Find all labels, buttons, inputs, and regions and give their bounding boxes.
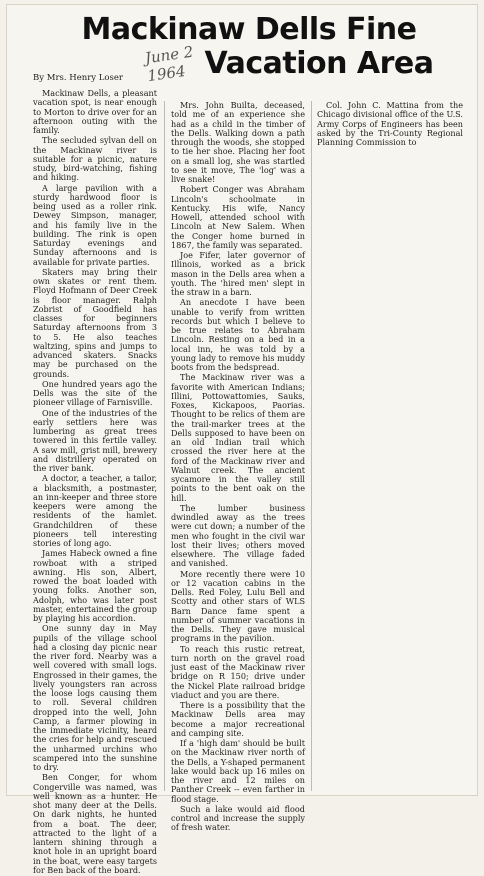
paragraph: The secluded sylvan dell on the Mackinaw river is suitable for a picnic, nature study, bird-watching, fishing and hiking. <box>33 135 157 183</box>
paragraph: Mackinaw Dells, a pleasant vacation spot, is near enough to Morton to drive over for an afternoon outing with the family. <box>33 88 157 135</box>
paragraph: There is a possibility that the Mackinaw Dells area may become a major recreational and camping site. <box>171 700 305 738</box>
paragraph: To reach this rustic retreat, turn north on the gravel road just east of the Mackinaw river bridge on R 150; drive under the Nickel Plate railroad bridge viaduct and you are there. <box>171 643 305 700</box>
paragraph: A large pavilion with a sturdy hardwood floor is being used as a roller rink. Dewey Simpson, manager, and his family live in the building. The rink is open Saturday evenings and Sunday afternoons and is available for private parties. <box>33 182 157 267</box>
paragraph: Such a lake would aid flood control and increase the supply of fresh water. <box>171 803 305 833</box>
paragraph: Joe Fifer, later governor of Illinois, worked as a brick mason in the Dells area when a youth. The 'hired men' slept in the straw in a barn. <box>171 250 305 297</box>
paragraph: Robert Conger was Abraham Lincoln's schoolmate in Kentucky. His wife, Nancy Howell, attended school with Lincoln at New Salem. When the Conger home burned in 1867, the family was separated. <box>171 184 305 250</box>
headline <box>29 13 469 81</box>
paragraph: The Mackinaw river was a favorite with American Indians; Illini, Pottowattomies, Sauks, Foxes, Kickapoos, Paorias. Thought to be relics of them are the trail-marker trees at the Dells supposed to have been on an old Indian trail which crossed the river here at the ford of the Mackinaw river and Walnut creek. The ancient sycamore in the valley still points to the bent oak on the hill. <box>171 372 305 503</box>
paragraph: More recently there were 10 or 12 vacation cabins in the Dells. Red Foley, Lulu Bell and Scotty and other stars of WLS Barn Dance fame spent a number of summer vacations in the Dells. They gave musical programs in the pavilion. <box>171 568 305 644</box>
paragraph: The lumber business dwindled away as the trees were cut down; a number of the men who fought in the civil war lost their lives; others moved elsewhere. The village faded and vanished. <box>171 502 305 569</box>
paragraph: A doctor, a teacher, a tailor, a blacksmith, a postmaster, an inn-keeper and three store keepers were among the residents of the hamlet. Grandchildren of these pioneers tell interesting stories of long ago. <box>33 473 157 548</box>
column-2 <box>171 101 305 834</box>
byline: By Mrs. Henry Loser <box>33 73 123 83</box>
paragraph: Skaters may bring their own skates or rent them. Floyd Hofmann of Deer Creek is floor manager. Ralph Zobrist of Goodfield has classes for beginners Saturday afternoons from 3 to 5. He also teaches waltzing, spins and jumps to advanced skaters. Snacks may be purchased on the grounds. <box>33 266 157 379</box>
handwritten-date-line-1: June 2 <box>143 42 195 68</box>
column-3 <box>317 101 463 148</box>
column-divider <box>164 101 165 791</box>
paragraph: Ben Conger, for whom Congerville was named, was well known as a hunter. He shot many deer at the Dells. On dark nights, he hunted from a boat. The deer, attracted to the light of a lantern shining through a knot hole in an upright board in the boat, were easy targets for Ben back of the board. <box>33 772 157 875</box>
paragraph: Col. John C. Mattina from the Chicago divisional office of the U.S. Army Corps of Engineers has been asked by the Tri-County Regional Planning Commission to <box>317 100 463 147</box>
headline-line-2: Vacation Area <box>204 46 434 81</box>
paragraph: One sunny day in May pupils of the village school had a closing day picnic near the river ford. Nearby was a well covered with small logs. Engrossed in their games, the lively youngsters ran across the loose logs causing them to roll. Several children dropped into the well, John Camp, a farmer plowing in the immediate vicinity, heard the cries for help and rescued the unharmed urchins who scampered into the sunshine to dry. <box>33 623 157 772</box>
paragraph: One hundred years ago the Dells was the site of the pioneer village of Farnisville. <box>33 378 157 408</box>
paragraph: One of the industries of the early settlers here was lumbering as great trees towered in this fertile valley. A saw mill, grist mill, brewery and distrillery operated on the river bank. <box>33 407 157 473</box>
paragraph: An anecdote I have been unable to verify from written records but which I believe to be true relates to Abraham Lincoln. Resting on a bed in a local inn, he was told by a young lady to remove his muddy boots from the bedspread. <box>171 297 305 372</box>
paragraph: James Habeck owned a fine rowboat with a striped awning. His son, Albert, rowed the boat loaded with young folks. Another son, Adolph, who was later post master, entertained the group by playing his accordion. <box>33 548 157 623</box>
paragraph: If a 'high dam' should be built on the Mackinaw river north of the Dells, a Y-shaped permanent lake would back up 16 miles on the river and 12 miles on Panther Creek -- even farther in flood stage. <box>171 738 305 804</box>
newspaper-clipping <box>6 4 478 875</box>
column-divider <box>311 101 312 791</box>
paragraph: Mrs. John Builta, deceased, told me of an experience she had as a child in the timber of the Dells. Walking down a path through the woods, she stopped to tie her shoe. Placing her foot on a small log, she was startled to see it move, The 'log' was a live snake! <box>171 100 305 184</box>
handwritten-date-line-2: 1964 <box>146 61 187 86</box>
headline-line-1: Mackinaw Dells Fine <box>81 12 417 47</box>
column-1 <box>33 89 157 876</box>
